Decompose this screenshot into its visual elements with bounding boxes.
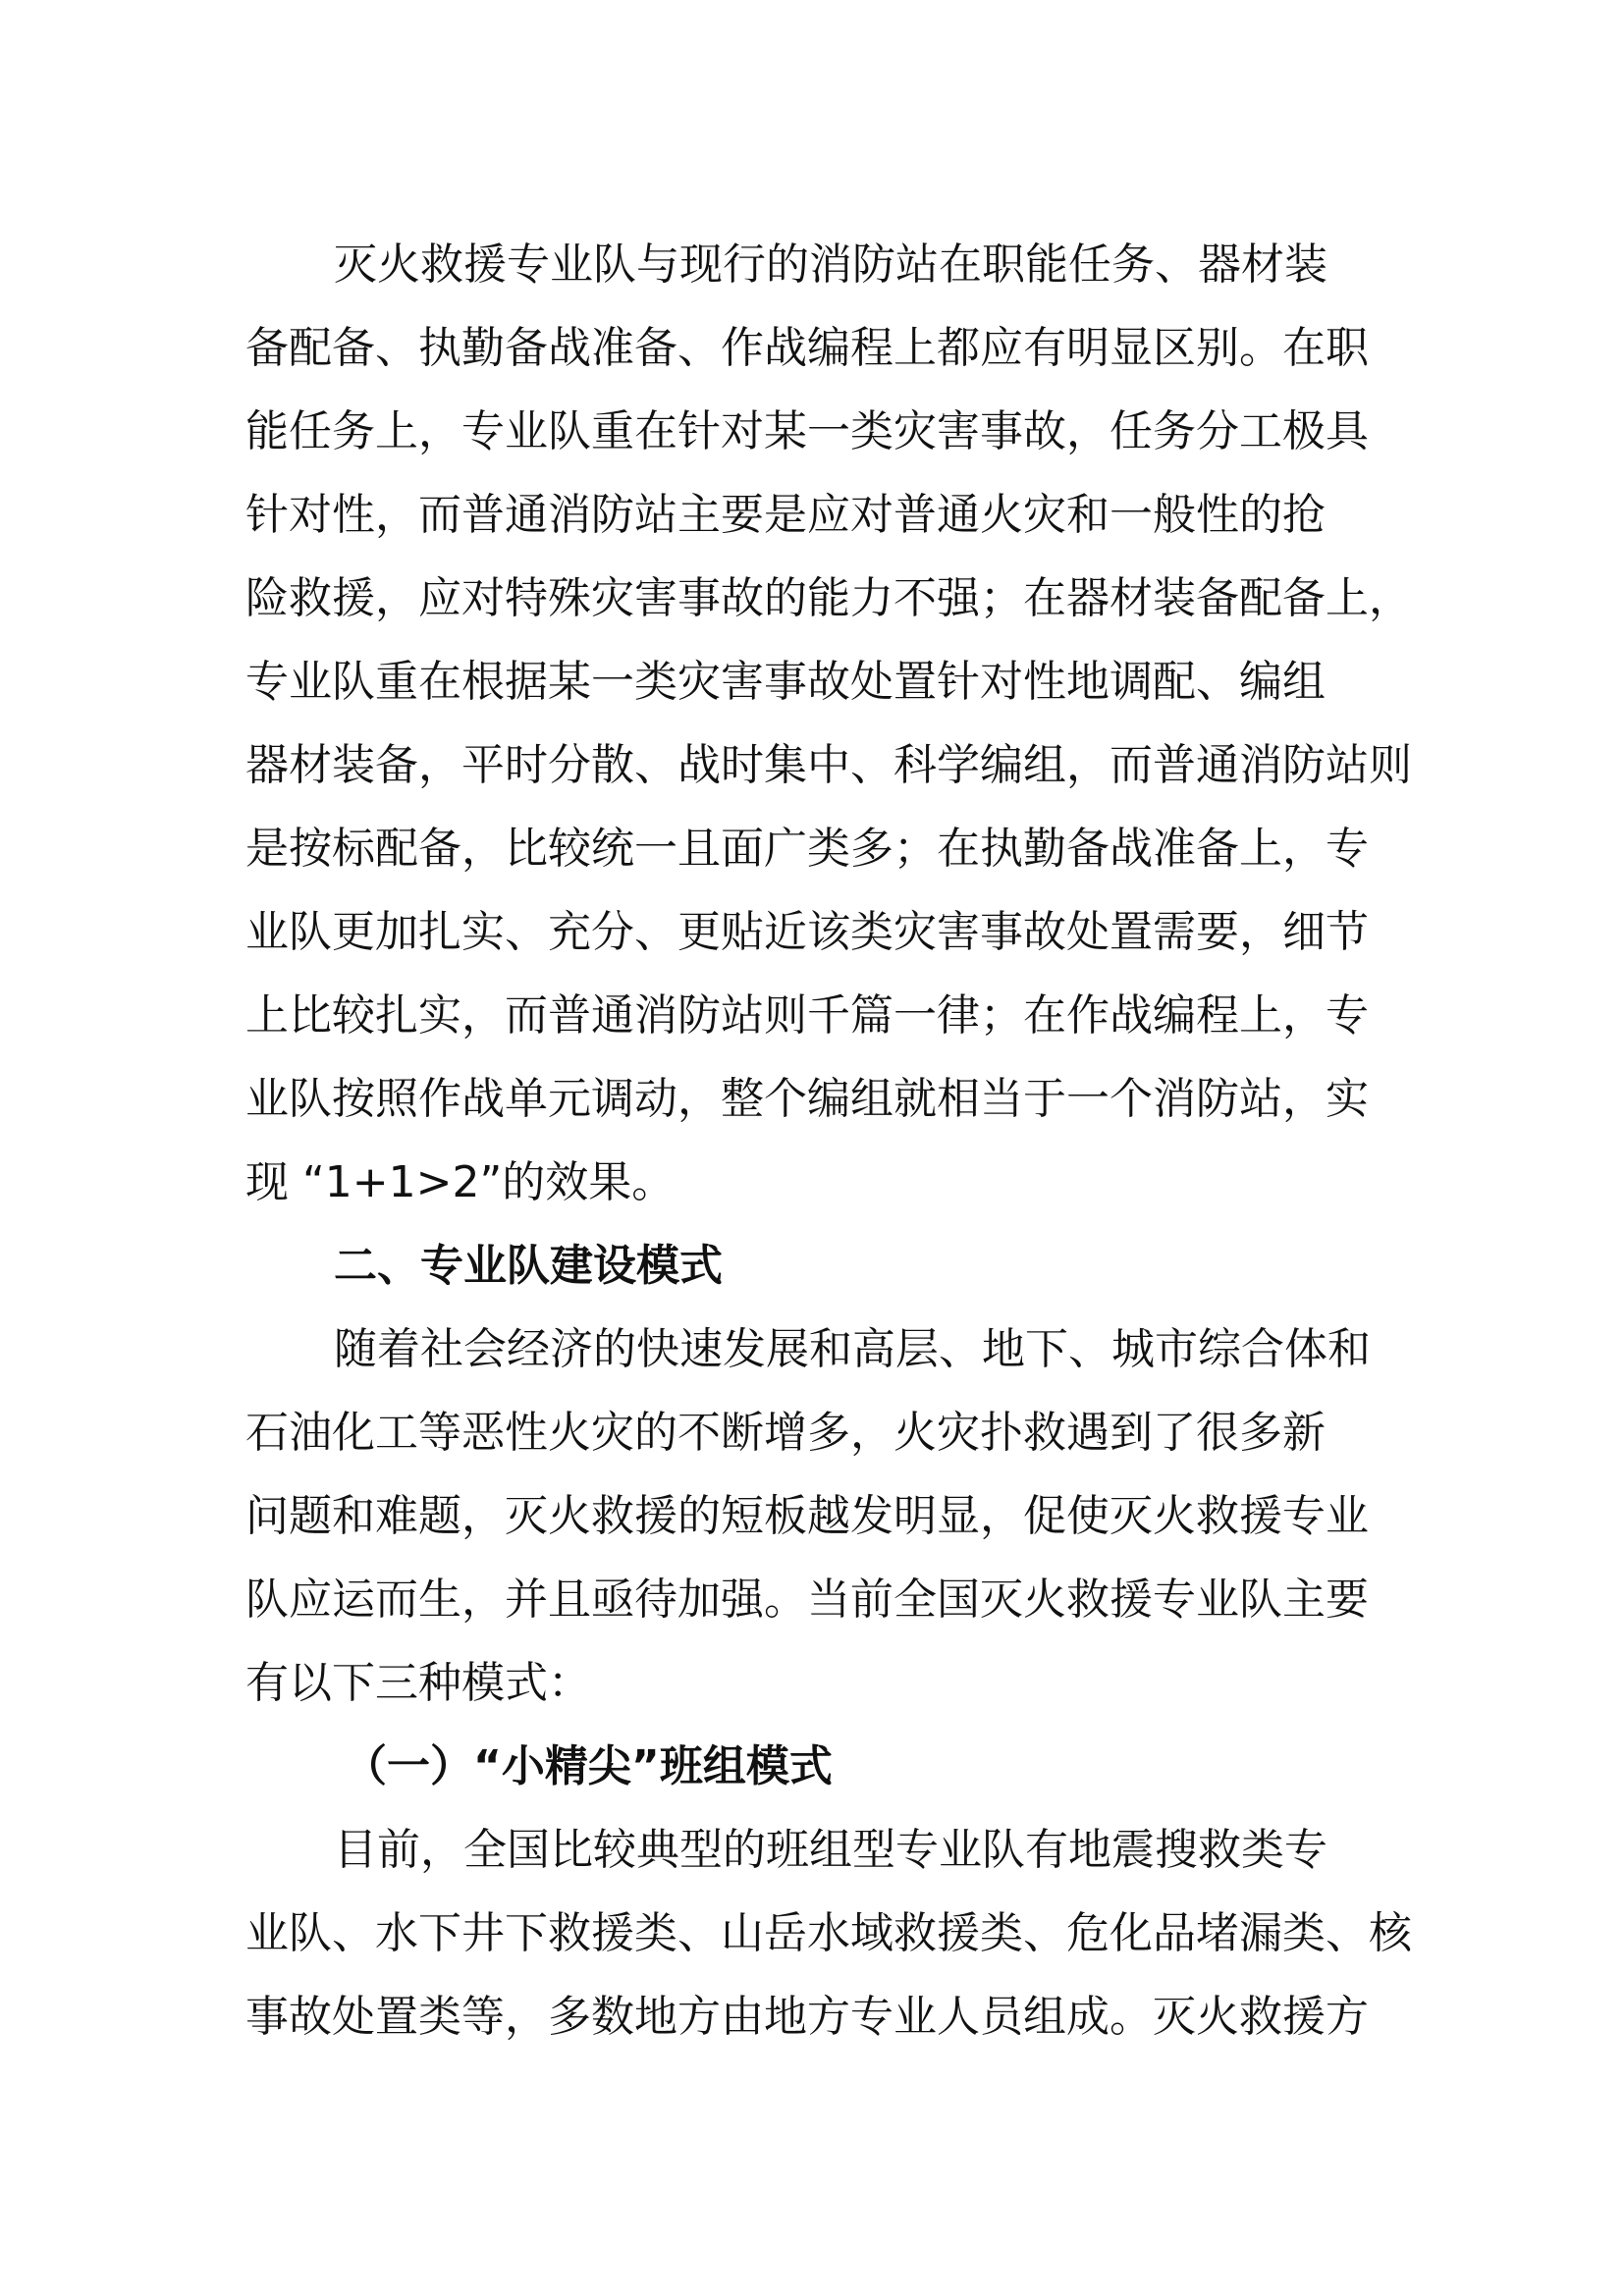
section-heading: 二、专业队建设模式 — [334, 1241, 723, 1291]
subsection-heading: （一）“小精尖”班组模式 — [344, 1741, 833, 1791]
paragraph-line: 有以下三种模式： — [245, 1658, 591, 1708]
paragraph-line: 上比较扎实，而普通消防站则千篇一律；在作战编程上，专 — [245, 990, 1369, 1041]
paragraph-line: 专业队重在根据某一类灾害事故处置针对性地调配、编组 — [245, 657, 1326, 707]
paragraph-line: 业队更加扎实、充分、更贴近该类灾害事故处置需要，细节 — [245, 907, 1369, 957]
paragraph-line: 事故处置类等，多数地方由地方专业人员组成。灭火救援方 — [245, 1992, 1369, 2042]
paragraph-line: 能任务上，专业队重在针对某一类灾害事故，任务分工极具 — [245, 406, 1369, 456]
paragraph-line: 针对性，而普通消防站主要是应对普通火灾和一般性的抢 — [245, 490, 1326, 540]
paragraph-line: 问题和难题，灭火救援的短板越发明显，促使灭火救援专业 — [245, 1491, 1369, 1541]
paragraph-line: 随着社会经济的快速发展和高层、地下、城市综合体和 — [334, 1324, 1371, 1374]
paragraph-line: 现 “1+1>2”的效果。 — [245, 1157, 676, 1207]
paragraph-line: 险救援，应对特殊灾害事故的能力不强；在器材装备配备上， — [245, 573, 1412, 623]
paragraph-line: 是按标配备，比较统一且面广类多；在执勤备战准备上，专 — [245, 824, 1369, 874]
paragraph-line: 目前，全国比较典型的班组型专业队有地震搜救类专 — [334, 1825, 1327, 1875]
paragraph-line: 业队、水下井下救援类、山岳水域救援类、危化品堵漏类、核 — [245, 1908, 1412, 1958]
paragraph-line: 备配备、执勤备战准备、作战编程上都应有明显区别。在职 — [245, 323, 1369, 373]
paragraph-line: 灭火救援专业队与现行的消防站在职能任务、器材装 — [334, 240, 1327, 290]
paragraph-line: 业队按照作战单元调动，整个编组就相当于一个消防站，实 — [245, 1074, 1369, 1124]
paragraph-line: 队应运而生，并且亟待加强。当前全国灭火救援专业队主要 — [245, 1575, 1369, 1625]
paragraph-line: 石油化工等恶性火灾的不断增多，火灾扑救遇到了很多新 — [245, 1408, 1326, 1458]
paragraph-line: 器材装备，平时分散、战时集中、科学编组，而普通消防站则 — [245, 740, 1412, 790]
